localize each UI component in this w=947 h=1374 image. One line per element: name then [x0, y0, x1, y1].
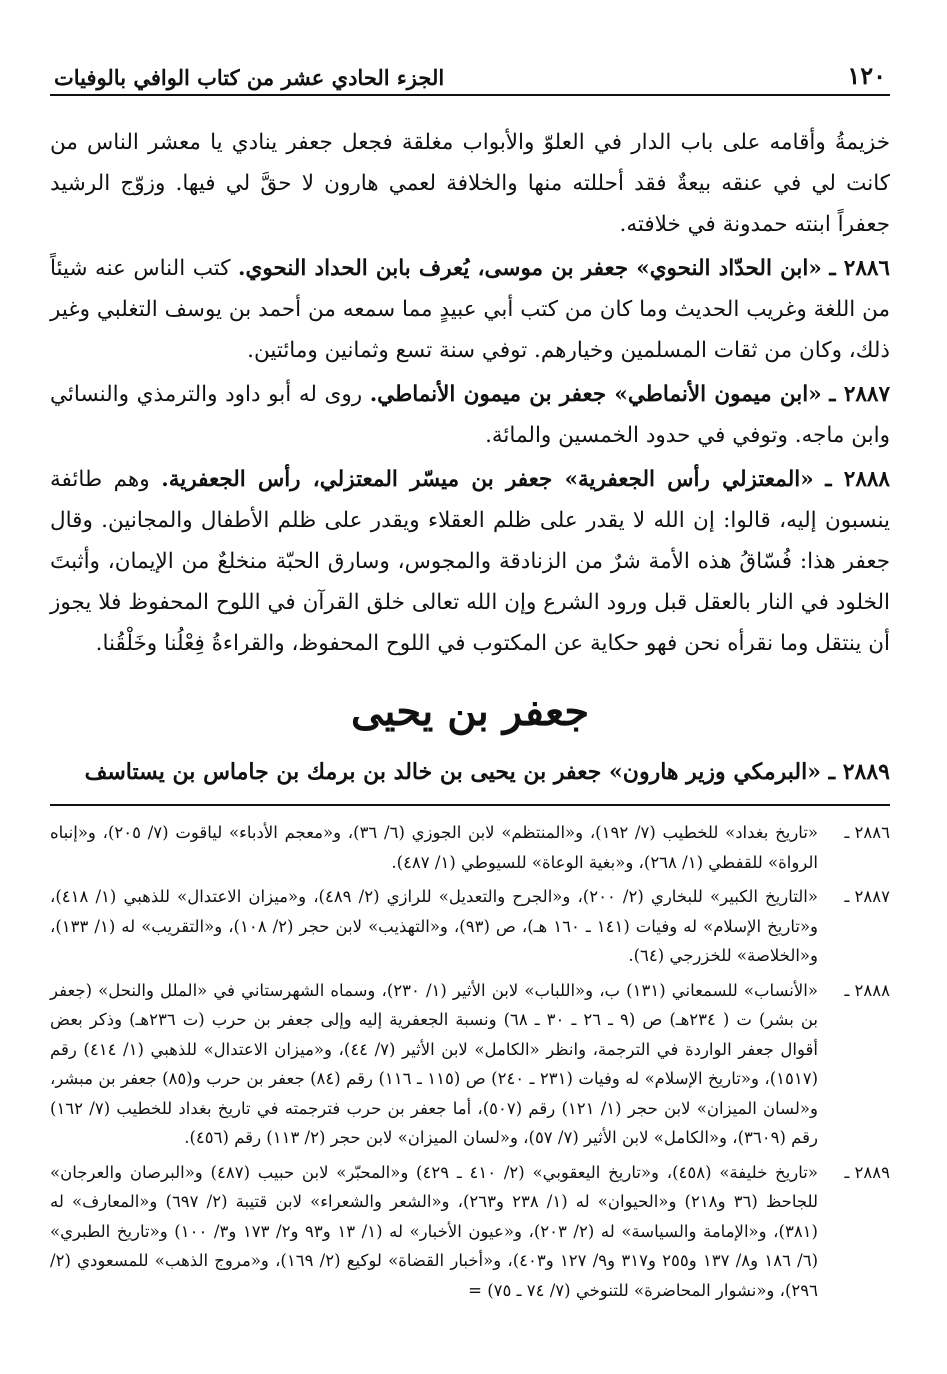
footnote-number: ٢٨٨٩ ـ: [844, 1162, 890, 1182]
footnote-number: ٢٨٨٧ ـ: [844, 887, 890, 906]
footnote-text: «تاريخ خليفة» (٤٥٨)، و«تاريخ اليعقوبي» (٢/ ٤١٠ ـ ٤٢٩) و«المحبّر» لابن حبيب (٤٨٧) و«البرصان والعرجان» للجاحظ (٣٦ و٢١٨) و«الحيوان» له (١/ ٢٣٨ و٢٦٣)، و«الشعر والشعراء» لابن قتيبة (٢/ ٦٩٧) و«المعارف» له (٣٨١)، و«الإمامة والسياسة» له (٢/ ٢٠٣)، و«عيون الأخبار» له (١/ ١٣ و٩٣ و٢/ ١٧٣ و٣/ ١٠٠) و«تاريخ الطبري» (٦/ ١٨٦ و٨/ ١٣٧ و٢٥٥ و٣١٧ و٩/ ١٢٧ و٤٠٣)، و«أخبار القضاة» لوكيع (٢/ ١٦٩)، و«مروج الذهب» للمسعودي (٢/ ٢٩٦)، و«نشوار المحاضرة» للتنوخي (٧/ ٧٤ ـ ٧٥) =: [50, 1162, 819, 1300]
entry-heading: «المعتزلي رأس الجعفرية» جعفر بن ميسّر المعتزلي، رأس الجعفرية.: [161, 467, 814, 492]
footnote-text: «تاريخ بغداد» للخطيب (٧/ ١٩٢)، و«المنتظم» لابن الجوزي (٦/ ٣٦)، و«معجم الأدباء» لياقوت (٧/ ٢٠٥)، و«إنباه الرواة» للقفطي (١/ ٢٦٨)، و«بغية الوعاة» للسيوطي (١/ ٤٨٧).: [50, 823, 819, 872]
entry-number: ٢٨٨٨ ـ: [825, 467, 890, 492]
footnote-text: «الأنساب» للسمعاني (١٣١) ب، و«اللباب» لابن الأثير (١/ ٢٣٠)، وسماه الشهرستاني في «الملل والنحل» (جعفر بن بشر) ت ( ٢٣٤هـ) ص (٩ ـ ٢٦ ـ ٣٠ ـ ٦٨) ونسبة الجعفرية إليه وإلى جعفر بن حرب (ت ٢٣٦هـ) وذكر بعض أقوال جعفر الواردة في الترجمة، وانظر «الكامل» لابن الأثير (٧/ ٤٤)، و«ميزان الاعتدال» للذهبي (١/ ٤١٤) رقم (١٥١٧)، و«تاريخ الإسلام» له وفيات (٢٣١ ـ ٢٤٠) ص (١١٥ ـ ١١٦) رقم (٨٤) جعفر بن حرب و(٨٥) جعفر بن مبشر، و«لسان الميزان» لابن حجر (١/ ١٢١) رقم (٥٠٧)، أما جعفر بن حرب فترجمته في تاريخ بغداد للخطيب (٧/ ١٦٢) رقم (٣٦٠٩)، و«الكامل» لابن الأثير (٧/ ٥٧)، و«لسان الميزان» لابن حجر (٢/ ١١٣) رقم (٤٥٦).: [50, 980, 819, 1147]
entry-2888: [50, 459, 890, 664]
entry-2887: [50, 374, 890, 456]
paragraph-continuation: [50, 122, 890, 245]
entry-heading: «البرمكي وزير هارون» جعفر بن يحيى بن خالد بن برمك بن جاماس بن يستاسف: [84, 759, 821, 785]
page-header: [50, 48, 890, 96]
footnote: [50, 976, 890, 1153]
entry-text: روى له أبو داود والترمذي والنسائي وابن ماجه. وتوفي في حدود الخمسين والمائة.: [50, 382, 890, 448]
entry-heading: «ابن الحدّاد النحوي» جعفر بن موسى، يُعرف بابن الحداد النحوي.: [238, 256, 822, 281]
entry-text: كتب الناس عنه شيئاً من اللغة وغريب الحديث وما كان من كتب أبي عبيدٍ مما سمعه من أحمد بن يوسف التغلبي وغير ذلك، وكان من ثقات المسلمين وخيارهم. توفي سنة تسع وثمانين ومائتين.: [50, 256, 890, 363]
footnote: [50, 1158, 890, 1306]
entry-2889: [50, 752, 890, 792]
section-title: جعفر بن يحيى: [350, 688, 590, 735]
entry-text: وهم طائفة ينسبون إليه، قالوا: إن الله لا يقدر على ظلم العقلاء ويقدر على ظلم الأطفال والمجانين. وقال جعفر هذا: فُسّاقُ هذه الأمة شرٌ من الزنادقة والمجوس، وسارق الحبّة منخلعٌ من الإيمان، وأثبتَ الخلود في النار بالعقل قبل ورود الشرع وإن الله تعالى خلق القرآن في اللوح المحفوظ فلا يجوز أن ينتقل وما نقرأه نحن فهو حكاية عن المكتوب في اللوح المحفوظ، والقراءةُ فِعْلُنا وخَلْقُنا.: [50, 467, 890, 656]
running-title: الجزء الحادي عشر من كتاب الوافي بالوفيات: [54, 65, 445, 90]
entry-number: ٢٨٨٩ ـ: [828, 759, 890, 785]
footnote: [50, 882, 890, 971]
footnotes: [50, 804, 890, 1305]
footnote-number: ٢٨٨٦ ـ: [844, 823, 890, 842]
paragraph-text: خزيمةُ وأقامه على باب الدار في العلوّ والأبواب مغلقة فجعل جعفر ينادي يا معشر الناس من كانت لي في عنقه بيعةٌ فقد أحللته منها والخلافة لعمي هارون لا حقَّ لي فيها. وزوّج الرشيد جعفراً ابنته حمدونة في خلافته.: [50, 130, 890, 237]
footnote: [50, 818, 890, 877]
main-text: [50, 122, 890, 792]
entry-2886: [50, 248, 890, 371]
footnote-text: «التاريخ الكبير» للبخاري (٢/ ٢٠٠)، و«الجرح والتعديل» للرازي (٢/ ٤٨٩)، و«ميزان الاعتدال» للذهبي (١/ ٤١٨)، و«تاريخ الإسلام» له وفيات (١٤١ ـ ١٦٠ هـ)، ص (٩٣)، و«التهذيب» لابن حجر (٢/ ١٠٨)، و«التقريب» له (١/ ١٣٣)، و«الخلاصة» للخزرجي (٦٤).: [50, 887, 819, 965]
book-page: [50, 48, 890, 1310]
entry-number: ٢٨٨٦ ـ: [829, 256, 890, 281]
footnote-number: ٢٨٨٨ ـ: [844, 980, 890, 1000]
page-number: ١٢٠: [847, 61, 886, 90]
entry-number: ٢٨٨٧ ـ: [829, 382, 891, 407]
entry-heading: «ابن ميمون الأنماطي» جعفر بن ميمون الأنماطي.: [369, 382, 822, 407]
